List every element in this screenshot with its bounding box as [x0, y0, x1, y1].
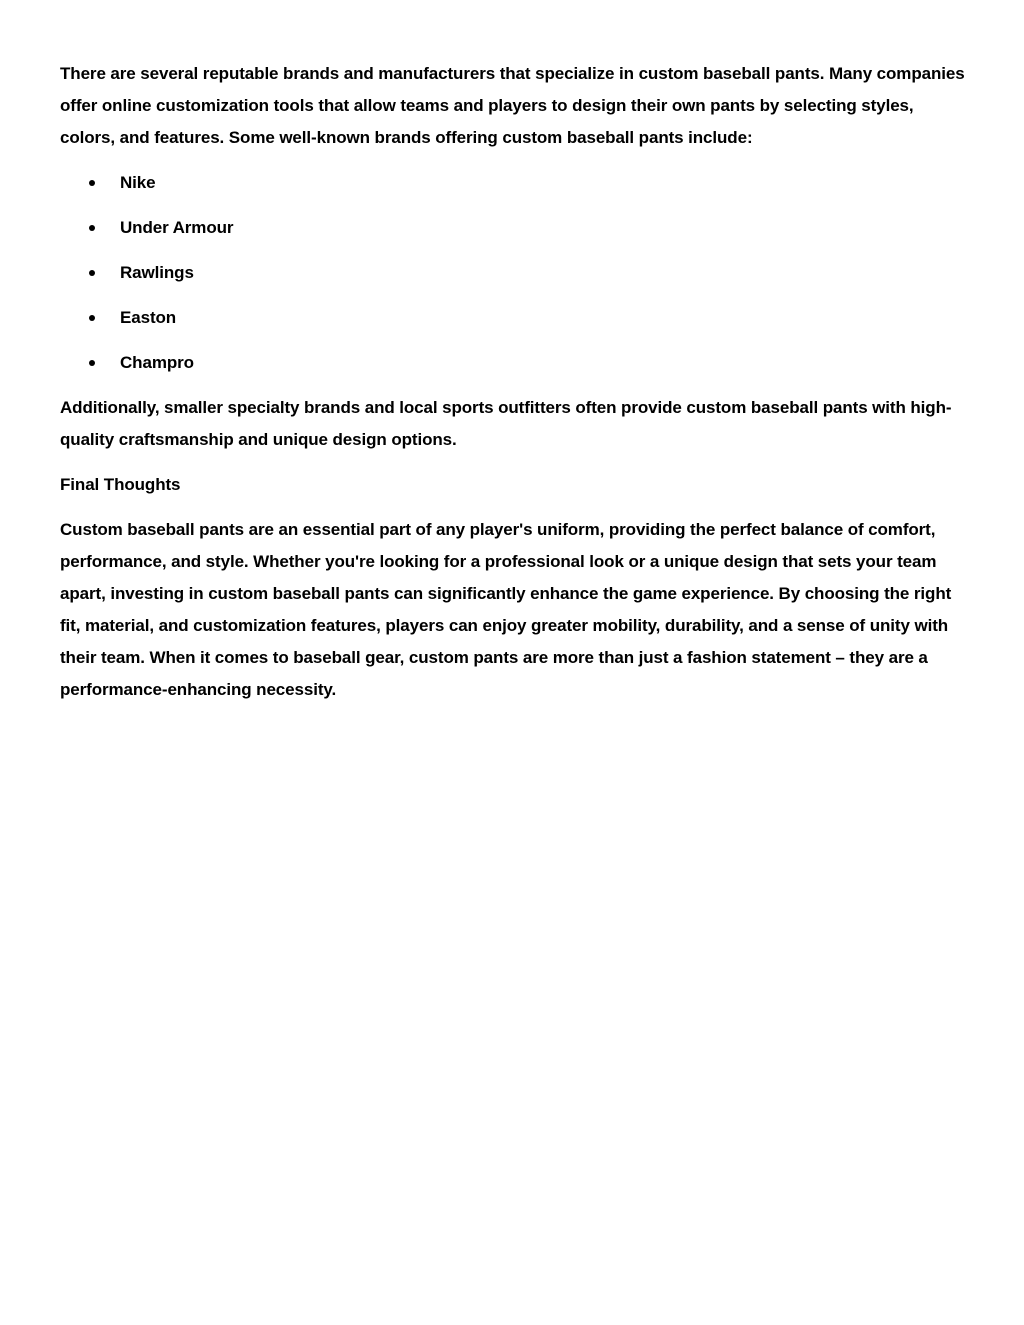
section-heading: Final Thoughts [60, 475, 181, 494]
list-item [60, 302, 966, 334]
bullet-icon [89, 180, 95, 186]
brand-label: Nike [120, 173, 156, 192]
intro-paragraph: There are several reputable brands and manufacturers that specialize in custom baseball pants. Many companies offer online customization tools that allow teams and players to design their own pants by selecting styles, colors, and features. Some well-known brands offering custom baseball pants include: [60, 64, 965, 147]
brand-label: Easton [120, 308, 177, 327]
brand-label: Champro [120, 353, 194, 372]
additional-paragraph: Additionally, smaller specialty brands and local sports outfitters often provide custom baseball pants with high-quality craftsmanship and unique design options. [60, 398, 952, 449]
bullet-icon [89, 360, 95, 366]
document-page [60, 58, 966, 719]
list-item [60, 212, 966, 244]
bullet-icon [89, 315, 95, 321]
final-paragraph: Custom baseball pants are an essential part of any player's uniform, providing the perfect balance of comfort, performance, and style. Whether you're looking for a professional look or a unique design that sets your team apart, investing in custom baseball pants can significantly enhance the game experience. By choosing the right fit, material, and customization features, players can enjoy greater mobility, durability, and a sense of unity with their team. When it comes to baseball gear, custom pants are more than just a fashion statement – they are a performance-enhancing necessity. [60, 520, 952, 699]
brand-list [60, 167, 966, 379]
bullet-icon [89, 225, 95, 231]
brand-label: Under Armour [120, 218, 234, 237]
bullet-icon [89, 270, 95, 276]
list-item [60, 167, 966, 199]
brand-label: Rawlings [120, 263, 194, 282]
list-item [60, 347, 966, 379]
list-item [60, 257, 966, 289]
